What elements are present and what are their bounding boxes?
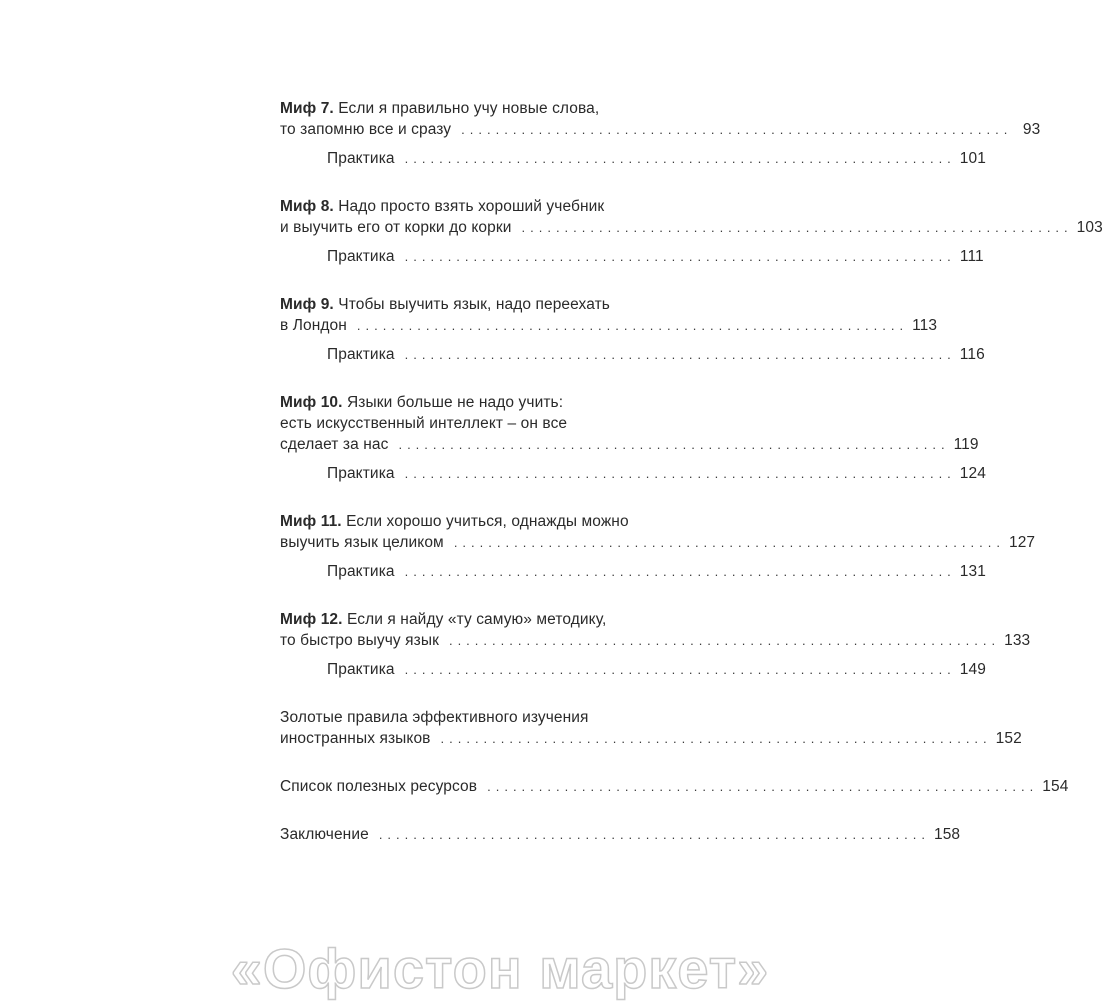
toc-line: [280, 413, 743, 434]
myth-title-line: и выучить его от корки до корки: [280, 219, 512, 236]
dot-leader: ................................................................: [404, 466, 956, 481]
toc-line: [327, 148, 986, 169]
practice-title: Практика: [327, 661, 395, 678]
page-number: 158: [933, 826, 961, 843]
myth-title-line: Языки больше не надо учить:: [346, 394, 564, 411]
toc-entry-practice: [280, 246, 984, 267]
dot-leader: ................................................................: [398, 437, 950, 452]
dot-leader: ................................................................: [453, 535, 1005, 550]
myth-label: Миф 7.: [280, 100, 334, 117]
dot-leader: ................................................................: [404, 662, 956, 677]
toc-entry-practice: [280, 659, 986, 680]
section-title-line: иностранных языков: [280, 730, 431, 747]
page-number: 116: [959, 346, 985, 363]
toc-entry-practice: [280, 148, 986, 169]
myth-title-line: Если хорошо учиться, однажды можно: [346, 513, 629, 530]
myth-label: Миф 9.: [280, 296, 334, 313]
page-number: 154: [1042, 778, 1069, 795]
dot-leader: ................................................................: [461, 122, 1013, 137]
toc-line: [280, 392, 743, 413]
practice-title: Практика: [327, 248, 395, 265]
toc-line: [280, 728, 1022, 749]
myth-title-line: Чтобы выучить язык, надо переехать: [338, 296, 610, 313]
myth-title-line: выучить язык целиком: [280, 534, 444, 551]
toc-line: [327, 561, 986, 582]
toc-line: [280, 98, 743, 119]
toc-line: [280, 609, 743, 630]
toc-entry-practice: [280, 561, 986, 582]
page-number: 124: [959, 465, 986, 482]
toc-line: [280, 217, 1103, 238]
page-number: 111: [959, 248, 984, 265]
toc-line: [280, 119, 1041, 140]
page-number: 113: [912, 317, 938, 334]
page-number: 93: [1022, 121, 1041, 138]
toc-line: [327, 344, 985, 365]
toc-entry-golden-rules: [280, 707, 1022, 749]
toc-line: [327, 659, 986, 680]
toc-line: [280, 776, 1069, 797]
toc-line: [280, 511, 743, 532]
dot-leader: ................................................................: [378, 827, 930, 842]
practice-title: Практика: [327, 150, 395, 167]
page-number: 103: [1076, 219, 1103, 236]
practice-title: Практика: [327, 465, 395, 482]
section-title-line: Заключение: [280, 826, 369, 843]
dot-leader: ................................................................: [521, 220, 1073, 235]
page-number: 149: [959, 661, 986, 678]
toc-entry-practice: [280, 344, 985, 365]
toc-entry-resources: [280, 776, 1069, 797]
dot-leader: ................................................................: [448, 633, 1001, 648]
toc-line: [280, 315, 938, 336]
dot-leader: ................................................................: [487, 779, 1039, 794]
page-number: 119: [953, 436, 979, 453]
myth-title-line: Если я правильно учу новые слова,: [338, 100, 600, 117]
page-number: 101: [959, 150, 986, 167]
toc-line: [280, 532, 1036, 553]
myth-title-line: то запомню все и сразу: [280, 121, 452, 138]
page-number: 152: [995, 730, 1022, 747]
myth-title-line: то быстро выучу язык: [280, 632, 439, 649]
page-number: 133: [1004, 632, 1031, 649]
dot-leader: ................................................................: [440, 731, 992, 746]
dot-leader: ................................................................: [404, 249, 956, 264]
myth-title-line: Если я найду «ту самую» методику,: [346, 611, 607, 628]
myth-title-line: Надо просто взять хороший учебник: [338, 198, 605, 215]
toc-entry-myth-7: [280, 98, 1041, 140]
myth-label: Миф 12.: [280, 611, 343, 628]
myth-title-line: в Лондон: [280, 317, 347, 334]
toc-entry-myth-9: [280, 294, 938, 336]
page-number: 127: [1008, 534, 1036, 551]
toc-entry-myth-10: [280, 392, 979, 455]
myth-label: Миф 11.: [280, 513, 342, 530]
myth-title-line: есть искусственный интеллект – он все: [280, 415, 568, 432]
dot-leader: ................................................................: [404, 347, 956, 362]
myth-label: Миф 10.: [280, 394, 343, 411]
watermark: «Офистон маркет»: [230, 937, 770, 1000]
dot-leader: ................................................................: [404, 151, 956, 166]
page-number: 131: [959, 563, 986, 580]
toc-line: [280, 434, 979, 455]
toc-entry-myth-11: [280, 511, 1036, 553]
toc-line: [327, 463, 986, 484]
dot-leader: ................................................................: [356, 318, 909, 333]
toc-line: [327, 246, 984, 267]
dot-leader: ................................................................: [404, 564, 956, 579]
section-title-line: Золотые правила эффективного изучения: [280, 709, 589, 726]
toc-line: [280, 707, 743, 728]
table-of-contents: [280, 98, 1103, 845]
toc-line: [280, 824, 961, 845]
toc-line: [280, 196, 743, 217]
toc-entry-myth-8: [280, 196, 1103, 238]
toc-entry-conclusion: [280, 824, 961, 845]
practice-title: Практика: [327, 563, 395, 580]
toc-line: [280, 630, 1031, 651]
toc-entry-practice: [280, 463, 986, 484]
practice-title: Практика: [327, 346, 395, 363]
toc-entry-myth-12: [280, 609, 1031, 651]
myth-label: Миф 8.: [280, 198, 334, 215]
section-title-line: Список полезных ресурсов: [280, 778, 478, 795]
myth-title-line: сделает за нас: [280, 436, 389, 453]
toc-line: [280, 294, 743, 315]
